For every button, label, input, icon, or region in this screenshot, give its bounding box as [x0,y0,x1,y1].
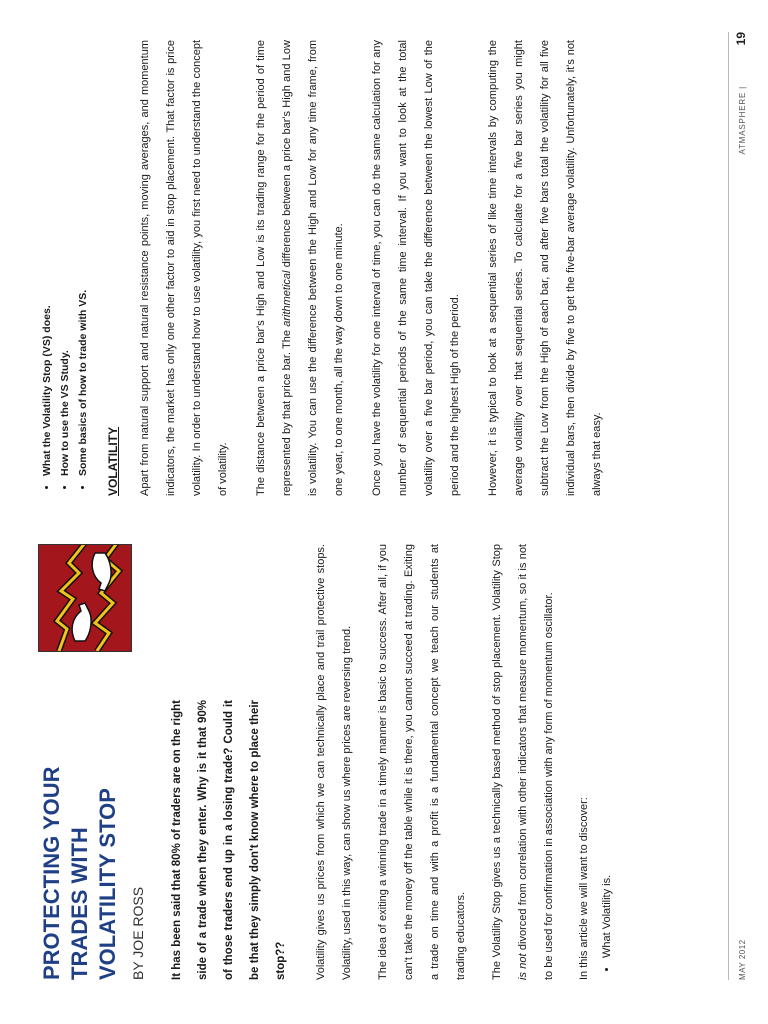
rpara2-text-a: The distance between a price bar's High and Low is its trading range for the period of time represented by that price bar. The [255,40,293,496]
left-column [38,544,728,980]
body-paragraph-1: Volatility gives us prices from which we can technically place and trail protective stops. Volatility, used in this way, can show us where prices are reversing trend. [315,544,353,980]
hands-lightning-illustration [38,544,132,652]
author-name: JOE ROSS [130,886,146,958]
discover-list-right [38,40,92,496]
discover-lead: In this article we will want to discover: [578,797,590,980]
para3-text-b: divorced from correlation with other indicators that measure momentum, so it is not to be used for confirmation in association with any form of momentum oscillator. [517,544,555,980]
right-paragraph-1: Apart from natural support and natural resistance points, moving averages, and momentum indicators, the market has only one other factor to aid in stop placement. That factor is price volatility. In order to understand how to use volatility, you first need to understand the concept of volatility. [139,40,229,496]
byline-prefix: BY [130,957,146,980]
right-column [38,40,728,496]
list-item: • Some basics of how to trade with VS. [74,40,92,476]
rpara2-emphasis: arithmetical [281,270,293,327]
rpara2-text-b: difference between a price bar's High and Low is volatility. You can use the difference between the High and Low for any time frame, from one year, to one month, all the way down to one minute. [281,40,345,496]
footer-date: MAY 2012 [738,939,747,980]
para3-emphasis: is not [517,953,529,980]
magazine-name: ATMASPHERE [738,91,747,155]
list-item: • What the Volatility Stop (VS) does. [38,40,56,476]
footer-rule [728,32,729,980]
footer-separator: | [738,86,747,89]
page-number: 19 [734,32,748,46]
byline [130,544,146,980]
body-paragraph-2: The idea of exiting a winning trade in a timely manner is basic to success. After all, if you can't take the money off the table while it is there, you cannot succeed at trading. Exiting a trade on time and with a profit is a fundamental concept we teach our students at trading educators. [377,544,467,980]
discover-list-left [596,544,618,980]
list-item: • What Volatility is. [596,544,618,958]
section-heading-volatility: VOLATILITY [106,426,120,496]
article-title: PROTECTING YOUR TRADES WITH VOLATILITY STOP [39,766,120,980]
right-paragraph-4: However, it is typical to look at a sequential series of like time intervals by computing the average volatility over that sequential series. To calculate for a five bar series you might subtract the Low from the High of each bar, and after five bars total the volatility for all five individual bars, then divide by five to get the five-bar average volatility. Unfortunately, it's not always that easy. [487,40,603,496]
para3-text-a: The Volatility Stop gives us a technically based method of stop placement. Volatility Stop [491,544,503,980]
list-item: • How to use the VS Study. [56,40,74,476]
illustration-svg [39,544,132,651]
footer-magazine [738,86,747,154]
intro-paragraph: It has been said that 80% of traders are on the right side of a trade when they enter. Why is it that 90% of those traders end up in a losing trade? Could it be that they simply don't know where to place their stop?? [171,700,287,980]
body-paragraph-3 [484,544,562,980]
right-paragraph-3: Once you have the volatility for one interval of time, you can do the same calculation for any number of sequential periods of the same time interval. If you want to look at the total volatility over a five bar period, you can take the difference between the lowest Low of the period and the highest High of the period. [371,40,461,496]
right-paragraph-2 [248,40,352,496]
